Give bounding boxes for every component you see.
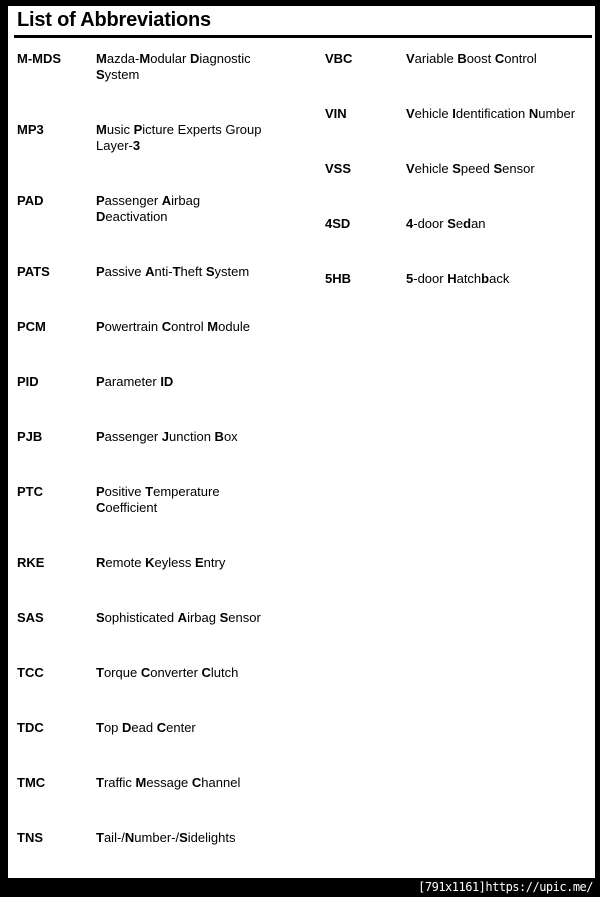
definition-line: Tail-/Number-/Sidelights	[96, 830, 236, 845]
definition-line: Deactivation	[96, 209, 168, 224]
definition-line: Vehicle Identification Number	[406, 106, 576, 121]
definition-line: Variable Boost Control	[406, 51, 537, 66]
definition-line: Music Picture Experts Group	[96, 122, 262, 137]
abbreviation-entry	[17, 374, 317, 390]
abbreviation-entry	[17, 665, 317, 681]
abbreviation-term: PTC	[17, 484, 43, 499]
definition-line: System	[96, 67, 140, 82]
abbreviation-definition	[406, 161, 535, 177]
watermark-bar	[0, 878, 600, 897]
abbreviation-entry	[325, 216, 591, 232]
abbreviation-definition	[96, 51, 251, 83]
abbreviation-term: 4SD	[325, 216, 351, 231]
abbreviation-definition	[96, 610, 261, 626]
title-underline	[14, 35, 592, 38]
definition-line: Vehicle Speed Sensor	[406, 161, 535, 176]
abbreviation-term: M-MDS	[17, 51, 62, 66]
definition-line: 5-door Hatchback	[406, 271, 510, 286]
abbreviation-definition	[96, 720, 196, 736]
page-title: List of Abbreviations	[17, 9, 211, 31]
watermark-text: [791x1161]https://upic.me/	[418, 880, 593, 894]
abbreviation-term: 5HB	[325, 271, 352, 286]
abbreviation-definition	[96, 555, 225, 571]
abbreviation-term: PID	[17, 374, 39, 389]
abbreviation-definition	[96, 374, 173, 390]
abbreviation-entry	[17, 264, 317, 280]
document-page	[8, 6, 595, 878]
abbreviation-entry	[325, 161, 591, 177]
definition-line: Passenger Junction Box	[96, 429, 238, 444]
abbreviation-entry	[17, 319, 317, 335]
abbreviation-term: TDC	[17, 720, 44, 735]
definition-line: Positive Temperature	[96, 484, 220, 499]
definition-line: Remote Keyless Entry	[96, 555, 226, 570]
abbreviation-term: MP3	[17, 122, 44, 137]
abbreviation-term: VBC	[325, 51, 353, 66]
abbreviation-definition	[96, 264, 249, 280]
abbreviation-entry	[17, 720, 317, 736]
abbreviation-term: RKE	[17, 555, 45, 570]
abbreviation-entry	[17, 51, 317, 83]
definition-line: Traffic Message Channel	[96, 775, 241, 790]
abbreviation-column-right	[325, 51, 591, 326]
abbreviation-entry	[17, 555, 317, 571]
definition-line: Sophisticated Airbag Sensor	[96, 610, 261, 625]
abbreviation-entry	[17, 484, 317, 516]
abbreviation-term: PJB	[17, 429, 43, 444]
abbreviation-definition	[406, 106, 575, 122]
abbreviation-definition	[96, 775, 240, 791]
abbreviation-term: TCC	[17, 665, 44, 680]
definition-line: 4-door Sedan	[406, 216, 486, 231]
definition-line: Mazda-Modular Diagnostic	[96, 51, 251, 66]
abbreviation-term: PAD	[17, 193, 44, 208]
abbreviation-entry	[17, 429, 317, 445]
abbreviation-term: TMC	[17, 775, 46, 790]
definition-line: Parameter ID	[96, 374, 174, 389]
abbreviation-term: TNS	[17, 830, 43, 845]
abbreviation-definition	[96, 319, 250, 335]
definition-line: Torque Converter Clutch	[96, 665, 239, 680]
definition-line: Top Dead Center	[96, 720, 196, 735]
abbreviation-definition	[406, 216, 486, 232]
abbreviation-definition	[96, 830, 235, 846]
definition-line: Powertrain Control Module	[96, 319, 250, 334]
definition-line: Layer-3	[96, 138, 141, 153]
abbreviation-definition	[96, 484, 220, 516]
abbreviation-definition	[96, 122, 261, 154]
definition-line: Passive Anti-Theft System	[96, 264, 250, 279]
abbreviation-entry	[17, 122, 317, 154]
abbreviation-definition	[406, 51, 537, 67]
abbreviation-definition	[96, 429, 238, 445]
abbreviation-definition	[96, 193, 200, 225]
abbreviation-definition	[406, 271, 509, 287]
abbreviation-definition	[96, 665, 238, 681]
abbreviation-entry	[325, 51, 591, 67]
definition-line: Coefficient	[96, 500, 158, 515]
abbreviation-entry	[325, 271, 591, 287]
abbreviation-entry	[17, 610, 317, 626]
definition-line: Passenger Airbag	[96, 193, 201, 208]
abbreviation-term: PCM	[17, 319, 46, 334]
abbreviation-term: VIN	[325, 106, 347, 121]
abbreviation-column-left	[17, 51, 317, 885]
abbreviation-term: SAS	[17, 610, 44, 625]
abbreviation-entry	[325, 106, 591, 122]
abbreviation-entry	[17, 193, 317, 225]
abbreviation-term: VSS	[325, 161, 352, 176]
abbreviation-entry	[17, 830, 317, 846]
abbreviation-entry	[17, 775, 317, 791]
abbreviation-term: PATS	[17, 264, 50, 279]
